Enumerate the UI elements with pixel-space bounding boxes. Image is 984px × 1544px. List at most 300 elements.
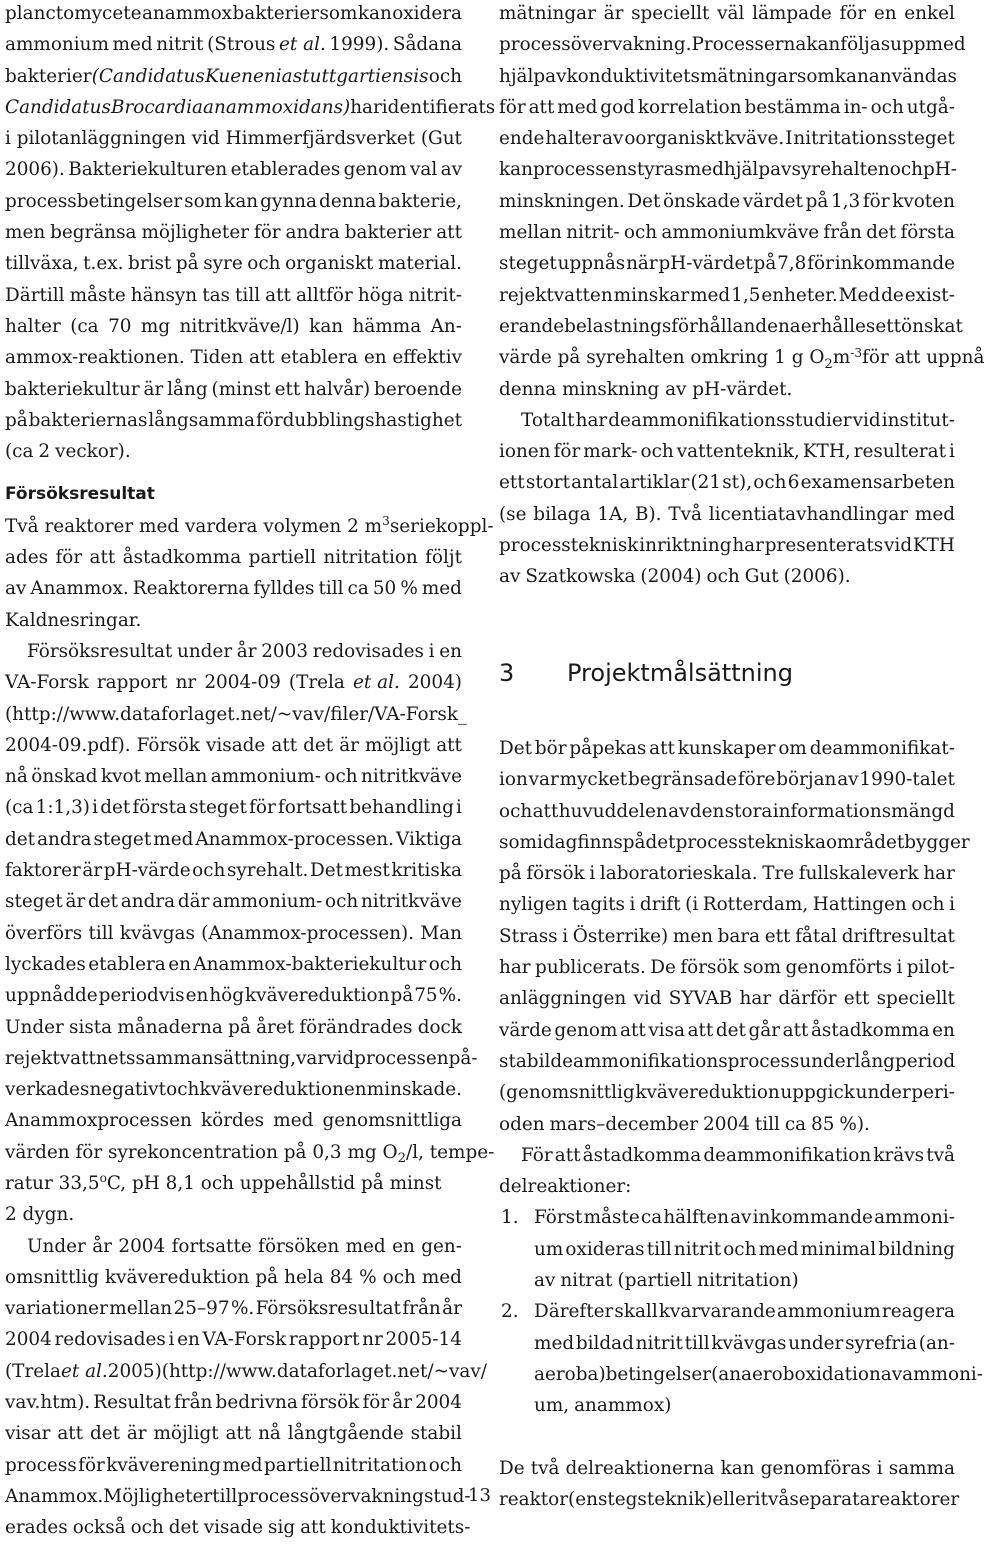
word: processen xyxy=(532,159,628,181)
word: 1999). xyxy=(329,34,390,56)
word: Det xyxy=(499,738,533,759)
word: rapport xyxy=(288,1329,360,1351)
word: dock xyxy=(417,1016,462,1038)
word: (se xyxy=(499,503,527,525)
text-line xyxy=(5,980,462,1011)
word: år xyxy=(442,1298,462,1320)
word: steget xyxy=(93,828,152,850)
word: Viktiga xyxy=(396,828,462,850)
word: med xyxy=(222,1454,263,1476)
text-line xyxy=(5,1293,462,1324)
word: drift xyxy=(639,894,681,916)
word: stud- xyxy=(423,1485,471,1507)
word: av xyxy=(880,1363,903,1385)
word: värde xyxy=(499,1019,552,1041)
word: genom xyxy=(554,1019,618,1041)
word: med xyxy=(421,578,462,600)
text-line xyxy=(5,1481,471,1512)
text-line xyxy=(499,1077,955,1108)
word: området xyxy=(825,831,905,853)
word: kan xyxy=(309,315,344,337)
word: att xyxy=(619,1019,646,1041)
word: önskat xyxy=(901,315,963,337)
word: 70 xyxy=(108,315,132,337)
word: vav.htm). xyxy=(5,1392,91,1414)
word: under xyxy=(799,1050,855,1072)
text-line xyxy=(499,796,955,827)
word: ammox-reaktionen. xyxy=(5,347,185,369)
word: i xyxy=(428,640,435,662)
text-line xyxy=(499,983,955,1014)
word: ammonium- xyxy=(210,766,321,788)
word: skall xyxy=(614,1301,658,1323)
word: fullskaleverk xyxy=(798,863,919,885)
word: deammonifikation xyxy=(703,1144,872,1166)
subscript: 2 xyxy=(397,1151,407,1167)
word: är xyxy=(143,378,164,400)
word: det xyxy=(89,1423,120,1445)
subscript: 2 xyxy=(824,356,833,372)
word: av xyxy=(668,800,690,822)
text-line xyxy=(499,561,955,592)
word: begränsade xyxy=(627,769,738,791)
text-line xyxy=(5,154,462,185)
word: till xyxy=(235,284,261,306)
word: som xyxy=(796,65,835,87)
text-line xyxy=(5,792,462,823)
right-column xyxy=(499,0,984,593)
word: fortsatte xyxy=(171,1235,252,1257)
word: deammonifikationsstudier xyxy=(608,409,852,431)
word: Kaldnesringar. xyxy=(5,609,142,631)
text-line xyxy=(499,952,955,983)
text-span: ratur 33,5 xyxy=(5,1172,100,1194)
word: till xyxy=(212,1485,238,1507)
word: oxidation xyxy=(794,1363,881,1385)
word: delreaktionerna xyxy=(565,1457,715,1479)
word: från xyxy=(402,1298,441,1320)
word: en xyxy=(363,347,387,369)
superscript: 3 xyxy=(382,514,390,529)
word: Därtill xyxy=(5,284,65,306)
text-line xyxy=(499,436,955,467)
word: artiklar xyxy=(619,472,690,494)
text-span: m xyxy=(832,347,851,369)
word: peri- xyxy=(911,1082,955,1104)
word: det xyxy=(88,891,119,913)
text-span: denna minskning av pH-värdet. xyxy=(499,378,793,400)
word: idag xyxy=(536,831,578,853)
word: för xyxy=(553,441,581,463)
right-column-lower xyxy=(499,733,984,1515)
list-item xyxy=(499,1202,955,1296)
word: oxidera xyxy=(392,3,462,24)
word: processteknisk xyxy=(499,535,639,557)
text-line xyxy=(499,1140,955,1171)
word: för xyxy=(862,190,890,212)
word: Tre xyxy=(762,863,795,885)
word: kvävgas xyxy=(711,1332,787,1354)
word: och xyxy=(911,894,945,916)
word: brist xyxy=(128,253,172,275)
right-paragraph-4 xyxy=(499,1140,955,1203)
word: på xyxy=(390,985,414,1007)
word: Österrike) xyxy=(572,925,669,947)
word: av xyxy=(5,578,27,600)
word: Därefter xyxy=(534,1301,614,1323)
text-line xyxy=(5,1105,462,1136)
word: under xyxy=(855,1082,911,1104)
word: och xyxy=(428,1454,462,1476)
word: Brocardia xyxy=(110,96,204,118)
word: An- xyxy=(430,315,462,337)
word: konduktivitetsmätningar xyxy=(566,65,797,87)
word: ende xyxy=(499,128,545,150)
text-line xyxy=(5,1324,462,1355)
word: en xyxy=(168,953,191,975)
word: um xyxy=(534,1238,564,1260)
text-line xyxy=(5,542,462,573)
text-line xyxy=(5,280,462,311)
word: ca xyxy=(640,1207,663,1229)
text-line xyxy=(499,921,955,952)
text-line xyxy=(5,342,462,373)
text-span: C, pH 8,1 och uppehållstid på minst xyxy=(106,1172,442,1194)
text-line xyxy=(499,530,955,561)
text-line xyxy=(5,1450,462,1481)
word: denna xyxy=(319,190,377,212)
word: går xyxy=(748,1019,781,1041)
word: vid xyxy=(191,128,220,150)
word: Först xyxy=(534,1207,583,1229)
word: in- xyxy=(843,96,868,118)
word: uppgick xyxy=(780,1082,855,1104)
word: har xyxy=(575,409,608,431)
word: veckor). xyxy=(55,441,131,463)
list-item xyxy=(499,1296,984,1421)
word: (minst xyxy=(211,378,271,400)
text-span: värde på syrehalten omkring 1 g O xyxy=(499,347,825,369)
word: alltför xyxy=(295,284,353,306)
word: %. xyxy=(230,1298,255,1320)
word: i xyxy=(168,1329,175,1351)
word: ammonium- xyxy=(212,891,323,913)
text-line xyxy=(499,342,984,373)
word: (Strous xyxy=(207,34,276,56)
word: möjligheter xyxy=(141,222,249,244)
word: i xyxy=(92,797,99,819)
chapter-heading xyxy=(499,657,793,689)
word: 1,5 xyxy=(731,284,761,306)
word: fåtal xyxy=(795,925,838,947)
list-marker: 1. xyxy=(501,1207,519,1229)
word: fortsatt xyxy=(277,797,348,819)
word: I xyxy=(785,128,793,150)
list-marker: 2. xyxy=(501,1301,519,1323)
spacer xyxy=(499,1422,955,1453)
word: lång xyxy=(854,1050,895,1072)
word: månaderna xyxy=(117,1016,223,1038)
word: speciellt xyxy=(631,3,710,24)
word: kvoten xyxy=(892,190,955,212)
word: för xyxy=(499,96,526,118)
text-line xyxy=(5,123,462,154)
text-line xyxy=(499,827,970,858)
word: val xyxy=(410,159,438,181)
text-line xyxy=(499,311,963,342)
word: år xyxy=(92,1235,112,1257)
word: SYVAB xyxy=(668,988,733,1010)
word: kan xyxy=(224,190,259,212)
word: Strass xyxy=(499,925,558,947)
word: Szatkowska xyxy=(525,566,636,588)
word: att xyxy=(649,738,675,759)
word: under xyxy=(176,640,233,662)
word: steget xyxy=(499,253,557,275)
word: försök xyxy=(680,957,739,979)
word: följt xyxy=(425,547,462,569)
word: upp xyxy=(890,34,926,56)
text-line xyxy=(5,1512,471,1543)
word: bildning xyxy=(878,1238,955,1260)
word: Processerna xyxy=(691,34,807,56)
left-column xyxy=(5,0,496,1544)
word: st), xyxy=(722,472,753,494)
word: pilot- xyxy=(906,957,955,979)
word: är xyxy=(126,1423,147,1445)
text-line xyxy=(5,1262,462,1293)
word: Bakteriekulturen xyxy=(68,159,228,181)
word: oden xyxy=(499,1113,545,1135)
text-line xyxy=(5,761,462,792)
text-line xyxy=(5,667,462,698)
text-line xyxy=(499,1453,955,1484)
word: gen- xyxy=(421,1235,462,1257)
word: bygger xyxy=(904,831,970,853)
word: att xyxy=(248,347,275,369)
word: finns xyxy=(577,831,623,853)
word: Himmerfjärdsverket xyxy=(225,128,416,150)
word: variationer xyxy=(5,1298,108,1320)
word: bedrivna xyxy=(215,1392,298,1414)
word: (anaerob xyxy=(711,1363,795,1385)
word: för xyxy=(807,253,834,275)
word: licentiatavhandlingar xyxy=(708,503,909,525)
word: stora xyxy=(724,800,773,822)
word: kvävereduktion xyxy=(245,985,390,1007)
word: konduktivitets- xyxy=(330,1517,471,1539)
word: åstadkomma xyxy=(810,1019,930,1041)
text-line xyxy=(499,374,955,405)
word: därför xyxy=(778,988,837,1010)
word: 2003 xyxy=(261,640,309,662)
word: att xyxy=(528,96,555,118)
word: början xyxy=(776,769,837,791)
word: 1:1,3) xyxy=(35,797,90,819)
word: är xyxy=(82,860,103,882)
word: begränsa xyxy=(50,222,137,244)
text-line xyxy=(5,1199,462,1230)
word: behandling xyxy=(349,797,454,819)
word: pH-värde xyxy=(103,860,191,882)
word: ca xyxy=(347,578,369,600)
word: rejektvatten xyxy=(499,284,613,306)
word: Hattingen xyxy=(812,894,907,916)
word: åstadkomma xyxy=(122,547,242,569)
word: som xyxy=(743,957,782,979)
word: 6 xyxy=(787,472,800,494)
word: visar xyxy=(5,1423,51,1445)
word: enkel xyxy=(904,3,955,24)
word: KTH xyxy=(912,535,955,557)
word: har xyxy=(923,863,955,885)
word: på xyxy=(5,409,28,431)
word: bildad xyxy=(575,1332,634,1354)
text-line xyxy=(534,1328,955,1359)
word: Gut xyxy=(744,566,779,588)
word: första xyxy=(132,797,187,819)
word: ammoni- xyxy=(902,1363,984,1385)
word: att xyxy=(300,1517,326,1539)
text-line xyxy=(5,824,462,855)
text-line xyxy=(5,886,462,917)
word: nitrit- xyxy=(566,222,620,244)
text-line xyxy=(5,374,462,405)
text-line xyxy=(5,605,462,636)
word: ett xyxy=(764,925,791,947)
word: 1,3 xyxy=(830,190,861,212)
word: och xyxy=(247,253,281,275)
word: i xyxy=(876,1457,883,1479)
word: erande xyxy=(499,315,565,337)
word: som xyxy=(319,3,358,24)
word: 25–97 xyxy=(173,1298,230,1320)
text-line xyxy=(499,248,955,279)
word: med xyxy=(758,1238,799,1260)
word: stabil xyxy=(410,1423,462,1445)
word: med xyxy=(273,1110,314,1132)
word: identifierats xyxy=(381,96,496,118)
word: och xyxy=(428,65,462,87)
word: VA-Forsk xyxy=(5,672,89,694)
text-line xyxy=(5,0,462,29)
word: 2004 xyxy=(415,1392,462,1414)
chapter-title: Projektmålsättning xyxy=(567,659,793,687)
word: hjälp xyxy=(723,159,771,181)
text-line xyxy=(499,858,955,889)
superscript: o xyxy=(99,1171,107,1186)
word: (i xyxy=(685,894,699,916)
text-line xyxy=(534,1359,984,1390)
word: (Gut xyxy=(420,128,462,150)
word: det xyxy=(100,797,131,819)
text-line xyxy=(499,1484,960,1515)
text-line xyxy=(499,1109,955,1140)
word: en xyxy=(177,1329,200,1351)
word: etablera xyxy=(280,347,359,369)
word: att xyxy=(436,222,462,244)
word: av xyxy=(499,566,521,588)
text-line xyxy=(534,1202,955,1233)
word: vid xyxy=(633,988,662,1010)
word: visade xyxy=(203,1517,264,1539)
text-span: värden för syrekoncentration på 0,3 mg O xyxy=(5,1141,398,1163)
word: delreaktioner: xyxy=(499,1176,632,1198)
word: andra xyxy=(37,828,92,850)
text-span: för att uppnå xyxy=(862,347,984,369)
word: kördes xyxy=(201,1110,265,1132)
word: minskade. xyxy=(366,1079,462,1101)
left-paragraph-1 xyxy=(5,0,496,467)
right-paragraph-1-lines xyxy=(499,0,966,342)
word: av xyxy=(770,159,792,181)
word: % xyxy=(400,578,418,600)
text-line xyxy=(499,217,955,248)
text-line xyxy=(499,1171,955,1202)
left-paragraph-3 xyxy=(5,636,495,1231)
word: syre xyxy=(203,253,243,275)
word: måste xyxy=(69,284,126,306)
word: uppnådde xyxy=(5,985,98,1007)
word: användas xyxy=(868,65,957,87)
word: till xyxy=(754,1113,780,1135)
text-line xyxy=(499,29,966,60)
word: att xyxy=(265,284,291,306)
word: Försök xyxy=(136,734,200,756)
text-line xyxy=(5,311,462,342)
word: fördubblingshastighet xyxy=(255,409,462,431)
word: och xyxy=(870,96,904,118)
word: måste xyxy=(583,1207,640,1229)
word: det xyxy=(5,828,36,850)
word: tagits xyxy=(572,894,625,916)
word: mycket xyxy=(559,769,628,791)
word: styras xyxy=(627,159,684,181)
word: bakterier xyxy=(344,222,432,244)
word: på xyxy=(622,831,646,853)
word: bakterier xyxy=(5,65,92,87)
word: nitritationssteget xyxy=(793,128,955,150)
word: Sådana xyxy=(392,34,462,56)
word: värdet xyxy=(742,190,803,212)
word: (ca xyxy=(5,797,34,819)
word: anammoxidans) xyxy=(203,96,351,118)
word: gynna xyxy=(260,190,317,212)
word: anammox) xyxy=(574,1395,672,1417)
word: nitritation) xyxy=(697,1270,799,1292)
left-paragraph-2 xyxy=(5,511,494,636)
word: eller xyxy=(712,1488,755,1510)
word: 2006). xyxy=(5,159,65,181)
word: resulterat xyxy=(853,441,946,463)
word: bestämma xyxy=(744,96,841,118)
word: Försöksresultat xyxy=(255,1298,401,1320)
word: utgå- xyxy=(906,96,955,118)
word: minimal xyxy=(800,1238,877,1260)
word: det xyxy=(168,1517,199,1539)
superscript: -3 xyxy=(850,345,863,360)
word: rejektvattnets xyxy=(5,1047,136,1069)
text-line xyxy=(5,1137,495,1168)
word: kvarvarande xyxy=(658,1301,776,1323)
word: när xyxy=(626,253,658,275)
word: hjälp xyxy=(499,65,546,87)
word: För xyxy=(521,1144,553,1166)
word: planctomycete xyxy=(5,3,142,24)
text-line xyxy=(5,29,462,60)
word: (partiell xyxy=(617,1270,693,1292)
word: genom xyxy=(343,159,407,181)
